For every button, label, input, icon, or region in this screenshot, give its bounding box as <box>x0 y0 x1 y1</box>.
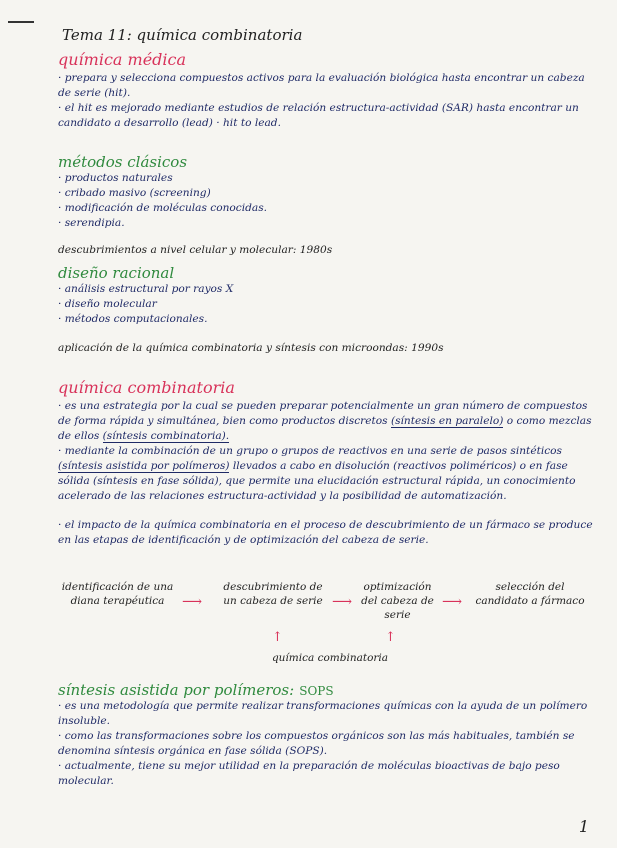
flow-node-descubrimiento: descubrimiento de un cabeza de serie <box>223 581 323 607</box>
heading-quimica-medica: química médica <box>58 50 187 69</box>
paragraph <box>58 399 593 444</box>
margin-mark <box>8 21 34 23</box>
heading-abbreviation: SOPS <box>299 684 334 698</box>
underlined-term: (síntesis combinatoria). <box>102 430 230 442</box>
section-diseno-racional <box>58 264 593 356</box>
flow-node-quimica-combinatoria: química combinatoria <box>271 652 389 664</box>
page-title: Tema 11: química combinatoria <box>62 26 303 44</box>
bullet-text: · es una metodología que permite realizar transformaciones químicas con la ayuda de un polímero insoluble. <box>58 700 588 727</box>
bullet-text: · prepara y selecciona compuestos activos para la evaluación biológica hasta encontrar un cabeza de serie (hit). <box>58 72 585 99</box>
section-metodos-clasicos <box>58 153 593 258</box>
underlined-term: (síntesis asistida por polímeros) <box>58 460 230 472</box>
flow-node-identificacion: identificación de una diana terapéutica <box>61 581 174 607</box>
bullet-text: · actualmente, tiene su mejor utilidad en la preparación de moléculas bioactivas de bajo peso molecular. <box>58 760 560 787</box>
note-text: descubrimientos a nivel celular y molecular: 1980s <box>58 244 333 256</box>
bullet-text: · el hit es mejorado mediante estudios de relación estructura-actividad (SAR) hasta encontrar un candidato a desarrollo (lead) · hit to lead. <box>58 102 579 129</box>
list-item: · métodos computacionales. <box>58 313 208 325</box>
arrow-right-icon: ⟶ <box>182 594 203 610</box>
arrow-right-icon: ⟶ <box>332 594 353 610</box>
text-span: · es una estrategia por la cual se pueden preparar potencialmente un gran número de compuestos de forma rápida y simultánea, bien como productos discretos <box>58 400 588 427</box>
flow-node-optimizacion: optimización del cabeza de serie <box>361 581 434 621</box>
process-flow-diagram <box>60 580 600 670</box>
paragraph <box>58 444 593 504</box>
paragraph: · el impacto de la química combinatoria en el proceso de descubrimiento de un fármaco se produce en las etapas de identificación y de optimización del cabeza de serie. <box>58 519 593 546</box>
list-item: · cribado masivo (screening) <box>58 187 211 199</box>
heading-row <box>58 680 593 699</box>
arrow-up-icon: ↑ <box>385 630 396 645</box>
flow-node-seleccion: selección del candidato a fármaco <box>475 581 585 607</box>
text-span: · mediante la combinación de un grupo o grupos de reactivos en una serie de pasos sintéticos <box>58 445 562 457</box>
text-span: o como mezclas de ellos <box>58 415 592 442</box>
heading-sintesis-polimeros: síntesis asistida por polímeros: <box>58 681 295 699</box>
text-span: llevados a cabo en disolución (reactivos poliméricos) o en fase sólida (síntesis en fase sólida), que permite una elucidación estructural rápida, un conocimiento acelerado de las relaciones estructura-actividad y la posibilidad de automatización. <box>58 460 576 502</box>
list-item: · análisis estructural por rayos X <box>58 283 234 295</box>
underlined-term: (síntesis en paralelo) <box>390 415 504 427</box>
list-item: · serendipia. <box>58 217 125 229</box>
section-quimica-combinatoria <box>58 378 593 548</box>
heading-diseno-racional: diseño racional <box>58 264 175 282</box>
heading-quimica-combinatoria: química combinatoria <box>58 378 235 397</box>
section-sintesis-polimeros <box>58 680 593 789</box>
bullet-text: · como las transformaciones sobre los compuestos orgánicos son las más habituales, también se denomina síntesis orgánica en fase sólida (SOPS). <box>58 730 575 757</box>
arrow-up-icon: ↑ <box>272 630 283 645</box>
list-item: · productos naturales <box>58 172 173 184</box>
heading-metodos-clasicos: métodos clásicos <box>58 153 188 171</box>
section-quimica-medica <box>58 50 593 131</box>
page-number: 1 <box>578 817 589 836</box>
list-item: · modificación de moléculas conocidas. <box>58 202 268 214</box>
list-item: · diseño molecular <box>58 298 157 310</box>
arrow-right-icon: ⟶ <box>442 594 463 610</box>
note-text: aplicación de la química combinatoria y síntesis con microondas: 1990s <box>58 342 444 354</box>
